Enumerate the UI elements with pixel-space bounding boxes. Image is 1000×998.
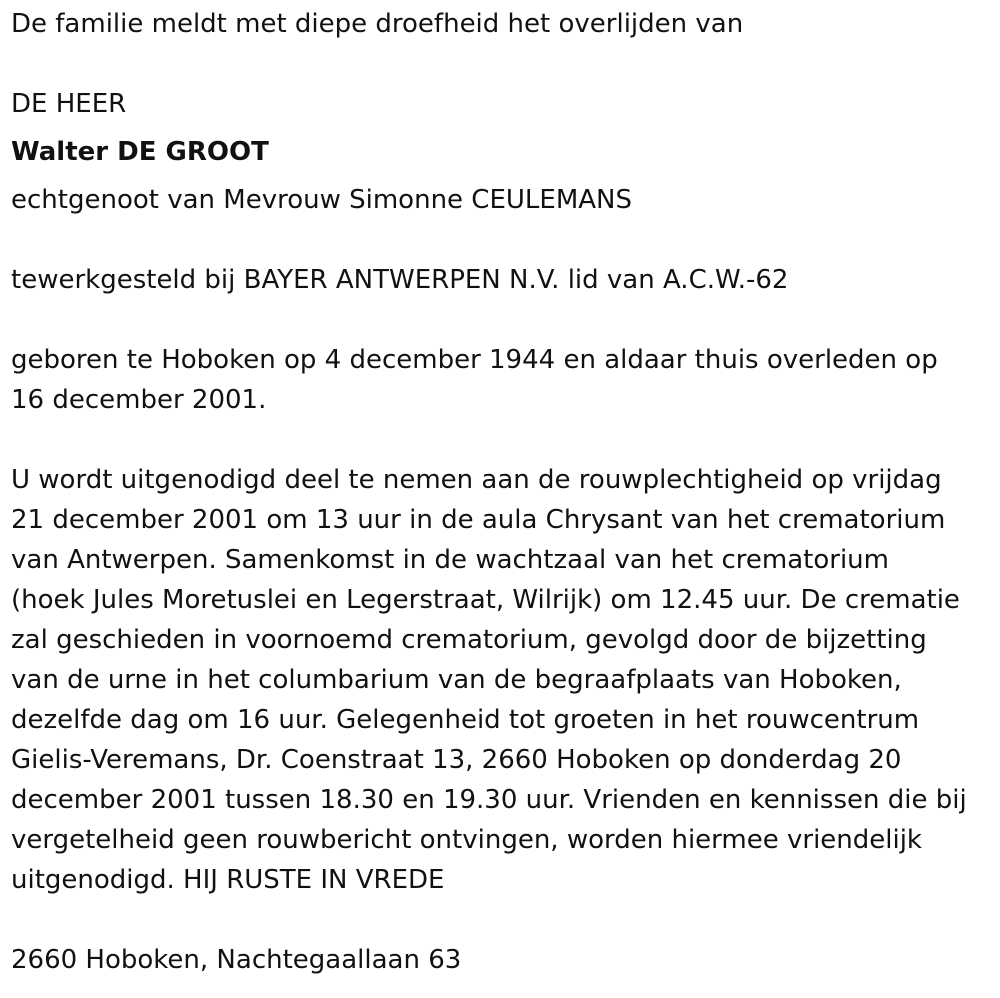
ceremony-line: (hoek Jules Moretuslei en Legerstraat, Wilrijk) om 12.45 uur. De crematie: [11, 585, 960, 615]
spacer: [11, 300, 991, 340]
ceremony-line: Gielis-Veremans, Dr. Coenstraat 13, 2660 Hoboken op donderdag 20: [11, 745, 902, 775]
birth-death-line: 16 december 2001.: [11, 385, 267, 415]
intro-text: De familie meldt met diepe droefheid het overlijden van: [11, 9, 744, 39]
address-line: 2660 Hoboken, Nachtegaallaan 63: [11, 945, 462, 975]
ceremony-line: dezelfde dag om 16 uur. Gelegenheid tot groeten in het rouwcentrum: [11, 705, 920, 735]
ceremony-line: U wordt uitgenodigd deel te nemen aan de rouwplechtigheid op vrijdag: [11, 465, 942, 495]
spacer: [11, 420, 991, 460]
spacer: [11, 44, 991, 84]
funeral-notice: [11, 4, 991, 980]
spacer: [11, 900, 991, 940]
spacer: [11, 220, 991, 260]
ceremony-line: december 2001 tussen 18.30 en 19.30 uur. Vrienden en kennissen die bij: [11, 785, 967, 815]
ceremony-line: zal geschieden in voornoemd crematorium, gevolgd door de bijzetting: [11, 625, 927, 655]
ceremony-line: van de urne in het columbarium van de begraafplaats van Hoboken,: [11, 665, 902, 695]
employment-line: tewerkgesteld bij BAYER ANTWERPEN N.V. lid van A.C.W.-62: [11, 265, 789, 295]
birth-death-line: geboren te Hoboken op 4 december 1944 en aldaar thuis overleden op: [11, 345, 938, 375]
ceremony-line: van Antwerpen. Samenkomst in de wachtzaal van het crematorium: [11, 545, 889, 575]
ceremony-line: 21 december 2001 om 13 uur in de aula Chrysant van het crematorium: [11, 505, 946, 535]
ceremony-line: vergetelheid geen rouwbericht ontvingen, worden hiermee vriendelijk: [11, 825, 922, 855]
birth-death-paragraph: [11, 340, 991, 420]
spouse-line: echtgenoot van Mevrouw Simonne CEULEMANS: [11, 185, 633, 215]
ceremony-paragraph: [11, 460, 991, 900]
deceased-name: Walter DE GROOT: [11, 137, 269, 167]
ceremony-line: uitgenodigd. HIJ RUSTE IN VREDE: [11, 865, 445, 895]
honorific: DE HEER: [11, 89, 127, 119]
